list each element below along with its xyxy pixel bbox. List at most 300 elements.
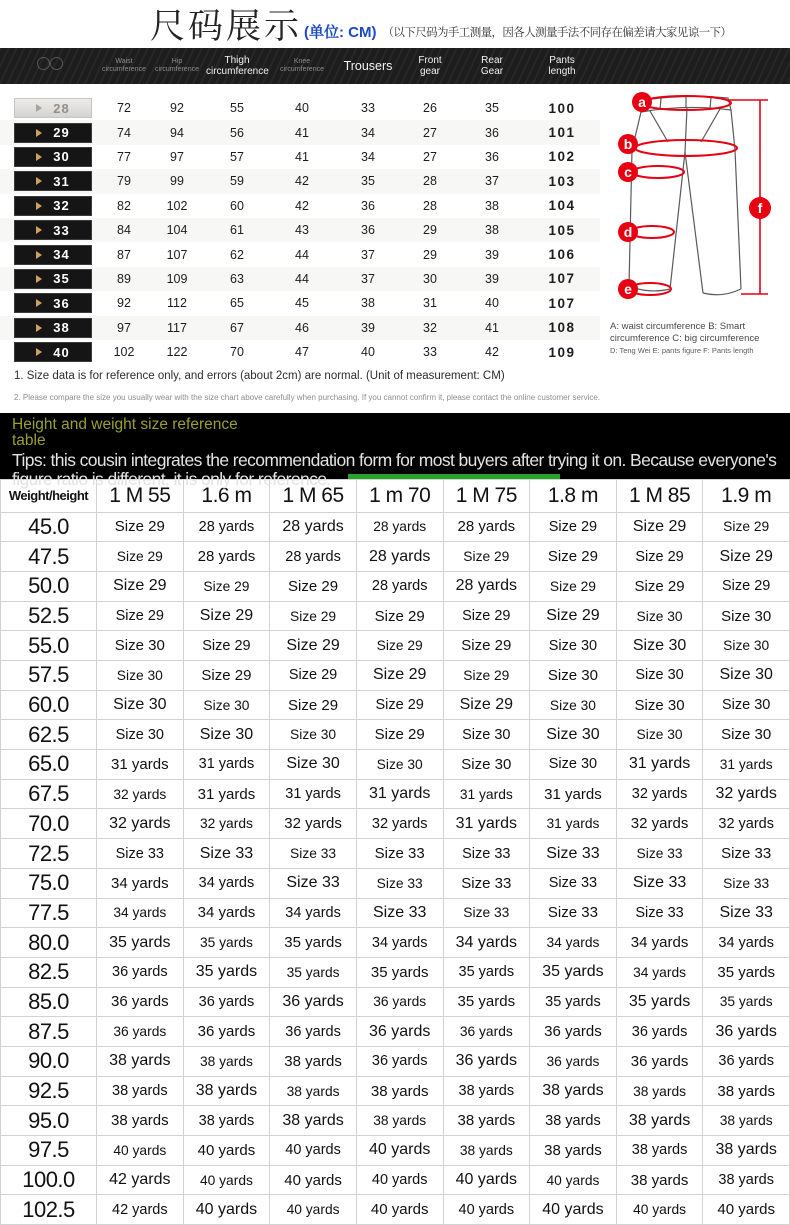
size-column-glyphs: [0, 57, 100, 75]
height-header: 1 M 85: [616, 479, 703, 512]
size-value: 104: [166, 223, 188, 238]
size-value: 77: [117, 149, 131, 164]
size-recommendation-cell: 31 yards: [703, 750, 790, 780]
reference-row-60.0: [1, 690, 790, 720]
size-recommendation-cell: 35 yards: [443, 987, 530, 1017]
size-recommendation-cell: Size 33: [356, 839, 443, 869]
size-recommendation-cell: Size 33: [270, 839, 357, 869]
size-recommendation-cell: 32 yards: [616, 779, 703, 809]
size-value: 37: [361, 247, 375, 262]
size-value: 97: [170, 149, 184, 164]
size-recommendation-cell: 31 yards: [443, 779, 530, 809]
weight-label: 50.0: [1, 571, 97, 601]
weight-label: 52.5: [1, 601, 97, 631]
size-recommendation-cell: 36 yards: [97, 987, 184, 1017]
size-recommendation-cell: Size 33: [616, 868, 703, 898]
size-button-35[interactable]: [14, 269, 92, 289]
size-value: 89: [117, 271, 131, 286]
size-recommendation-cell: 34 yards: [616, 928, 703, 958]
size-recommendation-cell: Size 29: [356, 601, 443, 631]
size-recommendation-cell: Size 33: [443, 839, 530, 869]
pants-figure-svg: [604, 90, 780, 314]
size-value: 36: [485, 149, 499, 164]
size-recommendation-cell: Size 29: [97, 512, 184, 542]
size-recommendation-cell: 38 yards: [703, 1076, 790, 1106]
size-recommendation-cell: Size 33: [616, 898, 703, 928]
weight-label: 70.0: [1, 809, 97, 839]
size-recommendation-cell: Size 33: [703, 839, 790, 869]
size-recommendation-cell: 31 yards: [183, 779, 270, 809]
size-recommendation-cell: 38 yards: [270, 1106, 357, 1136]
size-recommendation-cell: 36 yards: [356, 987, 443, 1017]
size-button-label: 28: [53, 100, 70, 116]
size-button-33[interactable]: [14, 220, 92, 240]
size-value: 99: [170, 174, 184, 189]
size-row-38: [0, 316, 600, 340]
reference-row-57.5: [1, 661, 790, 691]
size-row-35: [0, 267, 600, 291]
size-recommendation-cell: 28 yards: [443, 512, 530, 542]
size-recommendation-cell: Size 29: [270, 571, 357, 601]
size-value: 84: [117, 223, 131, 238]
size-recommendation-cell: Size 29: [97, 601, 184, 631]
size-recommendation-cell: 40 yards: [443, 1165, 530, 1195]
size-button-28[interactable]: [14, 98, 92, 118]
size-value: 33: [361, 101, 375, 116]
size-value: 41: [295, 125, 309, 140]
diagram-caption-small: D: Teng Wei E: pants figure F: Pants length: [610, 345, 754, 355]
size-value: 38: [485, 223, 499, 238]
size-recommendation-cell: 31 yards: [530, 779, 617, 809]
size-recommendation-cell: Size 29: [443, 661, 530, 691]
size-value: 102: [548, 149, 576, 165]
size-recommendation-cell: 38 yards: [616, 1136, 703, 1166]
weight-label: 67.5: [1, 779, 97, 809]
size-recommendation-cell: 38 yards: [97, 1076, 184, 1106]
glyph-icon: [50, 57, 63, 70]
size-button-29[interactable]: [14, 123, 92, 143]
size-recommendation-cell: 28 yards: [356, 542, 443, 572]
column-header-line: Front: [418, 54, 442, 66]
size-value: 92: [170, 101, 184, 116]
size-recommendation-cell: 35 yards: [183, 928, 270, 958]
size-recommendation-cell: Size 30: [443, 750, 530, 780]
size-value: 102: [113, 345, 135, 360]
size-recommendation-cell: 36 yards: [616, 1017, 703, 1047]
size-recommendation-cell: Size 30: [97, 690, 184, 720]
reference-row-50.0: [1, 571, 790, 601]
reference-row-55.0: [1, 631, 790, 661]
size-value: 109: [548, 344, 576, 360]
size-recommendation-cell: 36 yards: [356, 1017, 443, 1047]
reference-row-77.5: [1, 898, 790, 928]
size-recommendation-cell: Size 29: [183, 571, 270, 601]
pants-diagram: [604, 90, 788, 355]
weight-label: 65.0: [1, 750, 97, 780]
size-recommendation-cell: 38 yards: [530, 1106, 617, 1136]
notes-section: [0, 370, 790, 405]
size-recommendation-cell: Size 33: [616, 839, 703, 869]
size-button-label: 30: [53, 149, 70, 165]
size-recommendation-cell: 35 yards: [530, 987, 617, 1017]
size-recommendation-cell: 40 yards: [530, 1165, 617, 1195]
size-recommendation-cell: 36 yards: [443, 1017, 530, 1047]
size-recommendation-cell: Size 33: [530, 868, 617, 898]
size-recommendation-cell: 32 yards: [97, 779, 184, 809]
size-recommendation-cell: 38 yards: [703, 1106, 790, 1136]
size-row-30: [0, 145, 600, 169]
corner-header: Weight/height: [1, 479, 97, 512]
size-recommendation-cell: 40 yards: [183, 1165, 270, 1195]
size-value: 79: [117, 174, 131, 189]
triangle-icon: [36, 104, 42, 112]
size-button-label: 32: [53, 198, 70, 214]
page-title: 尺码展示: [150, 7, 303, 46]
size-value: 42: [295, 174, 309, 189]
label-c-icon: c: [624, 164, 632, 180]
measure-columns-bar: [0, 48, 790, 84]
size-recommendation-cell: Size 29: [443, 631, 530, 661]
weight-label: 80.0: [1, 928, 97, 958]
size-recommendation-cell: 38 yards: [183, 1076, 270, 1106]
size-value: 44: [295, 247, 309, 262]
size-value: 44: [295, 271, 309, 286]
size-recommendation-cell: 32 yards: [703, 779, 790, 809]
size-recommendation-cell: 38 yards: [616, 1106, 703, 1136]
size-recommendation-cell: 31 yards: [356, 779, 443, 809]
size-value: 59: [230, 174, 244, 189]
size-recommendation-cell: 35 yards: [270, 928, 357, 958]
size-recommendation-cell: 40 yards: [270, 1165, 357, 1195]
size-row-33: [0, 218, 600, 242]
column-header-line: gear: [419, 66, 440, 77]
size-recommendation-cell: 34 yards: [616, 957, 703, 987]
size-recommendation-cell: Size 29: [616, 512, 703, 542]
unit-label: (单位: CM): [304, 24, 377, 41]
column-header-trousers: [336, 59, 400, 73]
size-recommendation-cell: 34 yards: [530, 928, 617, 958]
column-header-knee: [268, 58, 336, 74]
label-d-icon: d: [623, 224, 633, 240]
size-value: 97: [117, 320, 131, 335]
size-recommendation-cell: Size 29: [703, 542, 790, 572]
size-recommendation-cell: Size 30: [616, 631, 703, 661]
size-recommendation-cell: 31 yards: [443, 809, 530, 839]
size-recommendation-cell: Size 30: [530, 631, 617, 661]
size-recommendation-cell: Size 33: [443, 868, 530, 898]
column-header-rear: [460, 55, 524, 78]
note-2: 2. Please compare the size you usually wear with the size chart above carefully when purchasing. If you cannot confirm it, please contact the online customer service.: [14, 393, 601, 402]
size-recommendation-cell: 36 yards: [703, 1046, 790, 1076]
size-value: 32: [423, 320, 437, 335]
weight-label: 55.0: [1, 631, 97, 661]
size-value: 57: [230, 149, 244, 164]
size-value: 117: [167, 320, 187, 335]
reference-row-52.5: [1, 601, 790, 631]
size-recommendation-cell: Size 29: [530, 542, 617, 572]
banner-title: Height and weight size reference table: [12, 415, 238, 449]
size-recommendation-cell: Size 30: [703, 601, 790, 631]
weight-label: 47.5: [1, 542, 97, 572]
triangle-icon: [36, 348, 42, 356]
size-recommendation-cell: 38 yards: [356, 1106, 443, 1136]
banner-tips: Tips: this cousin integrates the recommendation form for most buyers after trying it on. Because everyone's figure ratio is different, it is only for reference.: [12, 450, 777, 490]
size-row-28: [0, 96, 600, 120]
size-value: 27: [423, 149, 437, 164]
size-recommendation-cell: Size 30: [443, 720, 530, 750]
weight-label: 85.0: [1, 987, 97, 1017]
size-recommendation-cell: Size 30: [270, 750, 357, 780]
size-recommendation-cell: 36 yards: [703, 1017, 790, 1047]
size-recommendation-cell: Size 29: [183, 631, 270, 661]
size-recommendation-cell: Size 29: [443, 542, 530, 572]
size-value: 40: [485, 296, 499, 311]
size-recommendation-cell: Size 30: [703, 631, 790, 661]
size-recommendation-cell: 35 yards: [183, 957, 270, 987]
reference-row-75.0: [1, 868, 790, 898]
size-recommendation-cell: Size 33: [270, 868, 357, 898]
size-recommendation-cell: Size 29: [97, 542, 184, 572]
pants-outline: [629, 96, 741, 295]
height-header: 1 M 65: [270, 479, 357, 512]
column-header-hip: [148, 58, 206, 74]
reference-row-70.0: [1, 809, 790, 839]
size-recommendation-cell: 31 yards: [183, 750, 270, 780]
size-recommendation-cell: 36 yards: [183, 1017, 270, 1047]
size-recommendation-cell: Size 29: [443, 690, 530, 720]
label-b-icon: b: [623, 136, 633, 152]
size-recommendation-cell: 40 yards: [703, 1195, 790, 1225]
size-recommendation-cell: Size 33: [356, 868, 443, 898]
size-recommendation-cell: 31 yards: [616, 750, 703, 780]
column-header-line: Thigh: [224, 54, 250, 66]
size-recommendation-cell: 42 yards: [97, 1165, 184, 1195]
size-value: 101: [548, 125, 576, 141]
size-recommendation-cell: Size 29: [270, 601, 357, 631]
reference-banner: [0, 413, 790, 490]
size-value: 74: [117, 125, 131, 140]
size-value: 36: [361, 198, 375, 213]
size-recommendation-cell: 31 yards: [530, 809, 617, 839]
size-recommendation-cell: 42 yards: [97, 1195, 184, 1225]
weight-label: 90.0: [1, 1046, 97, 1076]
size-value: 28: [423, 174, 437, 189]
column-header-line: Gear: [480, 66, 504, 77]
measure-ellipses: [629, 96, 768, 295]
green-accent-bar: [348, 474, 560, 479]
size-button-label: 29: [53, 125, 70, 141]
size-value: 39: [485, 271, 499, 286]
size-value: 27: [423, 125, 437, 140]
triangle-icon: [36, 177, 42, 185]
note-1: 1. Size data is for reference only, and errors (about 2cm) are normal. (Unit of measurement: CM): [14, 370, 505, 382]
size-value: 55: [230, 101, 244, 116]
size-recommendation-cell: 35 yards: [270, 957, 357, 987]
size-value: 34: [361, 149, 375, 164]
size-recommendation-cell: 38 yards: [616, 1076, 703, 1106]
diagram-caption: A: waist circumference B: Smart circumference C: big circumference: [610, 321, 760, 345]
size-row-36: [0, 291, 600, 315]
size-recommendation-cell: Size 29: [183, 661, 270, 691]
size-value: 38: [485, 198, 499, 213]
size-recommendation-cell: 28 yards: [356, 512, 443, 542]
size-recommendation-cell: 35 yards: [443, 957, 530, 987]
weight-label: 62.5: [1, 720, 97, 750]
size-value: 35: [361, 174, 375, 189]
size-recommendation-cell: Size 29: [703, 512, 790, 542]
size-recommendation-cell: Size 29: [356, 631, 443, 661]
size-recommendation-cell: Size 30: [183, 720, 270, 750]
triangle-icon: [36, 153, 42, 161]
reference-table: [0, 479, 790, 1225]
size-value: 42: [295, 198, 309, 213]
size-value: 39: [485, 247, 499, 262]
size-recommendation-cell: 31 yards: [270, 779, 357, 809]
triangle-icon: [36, 129, 42, 137]
size-value: 40: [295, 101, 309, 116]
size-recommendation-cell: Size 29: [270, 631, 357, 661]
weight-label: 82.5: [1, 957, 97, 987]
size-recommendation-cell: Size 30: [703, 720, 790, 750]
height-header: 1.6 m: [183, 479, 270, 512]
size-recommendation-cell: 32 yards: [356, 809, 443, 839]
size-recommendation-cell: Size 33: [183, 839, 270, 869]
size-value: 62: [230, 247, 244, 262]
weight-label: 97.5: [1, 1136, 97, 1166]
reference-row-85.0: [1, 987, 790, 1017]
size-value: 37: [361, 271, 375, 286]
size-recommendation-cell: Size 29: [97, 571, 184, 601]
weight-label: 72.5: [1, 839, 97, 869]
size-recommendation-cell: 36 yards: [530, 1046, 617, 1076]
size-value: 108: [548, 320, 576, 336]
size-recommendation-cell: 40 yards: [183, 1136, 270, 1166]
size-recommendation-cell: 38 yards: [443, 1136, 530, 1166]
reference-row-97.5: [1, 1136, 790, 1166]
size-recommendation-cell: Size 30: [616, 601, 703, 631]
size-recommendation-cell: 38 yards: [356, 1076, 443, 1106]
size-recommendation-cell: 35 yards: [616, 987, 703, 1017]
reference-row-90.0: [1, 1046, 790, 1076]
column-header-waist: [100, 58, 148, 74]
size-recommendation-cell: 28 yards: [270, 542, 357, 572]
size-button-38[interactable]: [14, 318, 92, 338]
size-recommendation-cell: Size 30: [356, 750, 443, 780]
triangle-icon: [36, 226, 42, 234]
column-header-line: Knee: [293, 57, 311, 65]
size-recommendation-cell: 40 yards: [356, 1195, 443, 1225]
size-value: 42: [485, 345, 499, 360]
size-recommendation-cell: 38 yards: [183, 1046, 270, 1076]
size-button-label: 34: [53, 247, 70, 263]
size-recommendation-cell: Size 29: [270, 690, 357, 720]
reference-row-45.0: [1, 512, 790, 542]
size-recommendation-cell: Size 30: [616, 720, 703, 750]
column-header-line: Waist: [115, 57, 133, 65]
size-value: 70: [230, 345, 244, 360]
label-a-icon: a: [638, 94, 646, 110]
size-button-31[interactable]: [14, 171, 92, 191]
measure-labels: [618, 92, 771, 299]
reference-row-102.5: [1, 1195, 790, 1225]
size-button-30[interactable]: [14, 147, 92, 167]
size-recommendation-cell: 38 yards: [703, 1165, 790, 1195]
triangle-icon: [36, 251, 42, 259]
size-recommendation-cell: 34 yards: [183, 898, 270, 928]
size-recommendation-cell: 28 yards: [270, 512, 357, 542]
size-recommendation-cell: 34 yards: [443, 928, 530, 958]
size-recommendation-cell: Size 30: [530, 750, 617, 780]
size-recommendation-cell: 28 yards: [443, 571, 530, 601]
size-recommendation-cell: 34 yards: [183, 868, 270, 898]
size-row-40: [0, 340, 600, 364]
column-header-line: circumference: [102, 66, 146, 73]
size-button-34[interactable]: [14, 245, 92, 265]
size-value: 26: [423, 101, 437, 116]
size-recommendation-cell: Size 30: [616, 690, 703, 720]
size-value: 122: [166, 345, 188, 360]
reference-row-100.0: [1, 1165, 790, 1195]
size-recommendation-cell: Size 33: [356, 898, 443, 928]
column-header-line: circumference: [155, 66, 199, 73]
reference-row-80.0: [1, 928, 790, 958]
reference-row-67.5: [1, 779, 790, 809]
size-recommendation-cell: Size 29: [530, 601, 617, 631]
size-button-label: 40: [53, 344, 70, 360]
size-table: [0, 96, 600, 364]
size-recommendation-cell: 28 yards: [356, 571, 443, 601]
size-recommendation-cell: Size 29: [443, 601, 530, 631]
size-value: 94: [170, 125, 184, 140]
size-recommendation-cell: 38 yards: [97, 1106, 184, 1136]
size-recommendation-cell: 38 yards: [270, 1046, 357, 1076]
size-recommendation-cell: Size 29: [356, 690, 443, 720]
size-recommendation-cell: 35 yards: [97, 928, 184, 958]
column-header-thigh: [206, 55, 268, 78]
size-recommendation-cell: Size 30: [703, 661, 790, 691]
size-recommendation-cell: 36 yards: [616, 1046, 703, 1076]
size-value: 100: [548, 100, 576, 116]
size-recommendation-cell: 40 yards: [443, 1195, 530, 1225]
size-value: 39: [361, 320, 375, 335]
size-recommendation-cell: 40 yards: [356, 1165, 443, 1195]
reference-row-62.5: [1, 720, 790, 750]
size-value: 102: [166, 198, 188, 213]
size-recommendation-cell: 38 yards: [530, 1136, 617, 1166]
size-recommendation-cell: Size 29: [616, 542, 703, 572]
size-recommendation-cell: Size 29: [356, 661, 443, 691]
size-recommendation-cell: Size 29: [270, 661, 357, 691]
size-value: 29: [423, 223, 437, 238]
weight-label: 45.0: [1, 512, 97, 542]
column-header-line: circumference: [280, 66, 324, 73]
size-recommendation-cell: 36 yards: [183, 987, 270, 1017]
size-button-32[interactable]: [14, 196, 92, 216]
height-header: 1.8 m: [530, 479, 617, 512]
size-value: 34: [361, 125, 375, 140]
size-recommendation-cell: 40 yards: [97, 1136, 184, 1166]
size-value: 109: [166, 271, 188, 286]
size-recommendation-cell: 34 yards: [356, 928, 443, 958]
reference-row-47.5: [1, 542, 790, 572]
size-button-40[interactable]: [14, 342, 92, 362]
size-value: 87: [117, 247, 131, 262]
size-button-36[interactable]: [14, 293, 92, 313]
size-recommendation-cell: 28 yards: [183, 542, 270, 572]
size-recommendation-cell: 32 yards: [183, 809, 270, 839]
size-recommendation-cell: Size 29: [703, 571, 790, 601]
size-recommendation-cell: Size 29: [530, 512, 617, 542]
